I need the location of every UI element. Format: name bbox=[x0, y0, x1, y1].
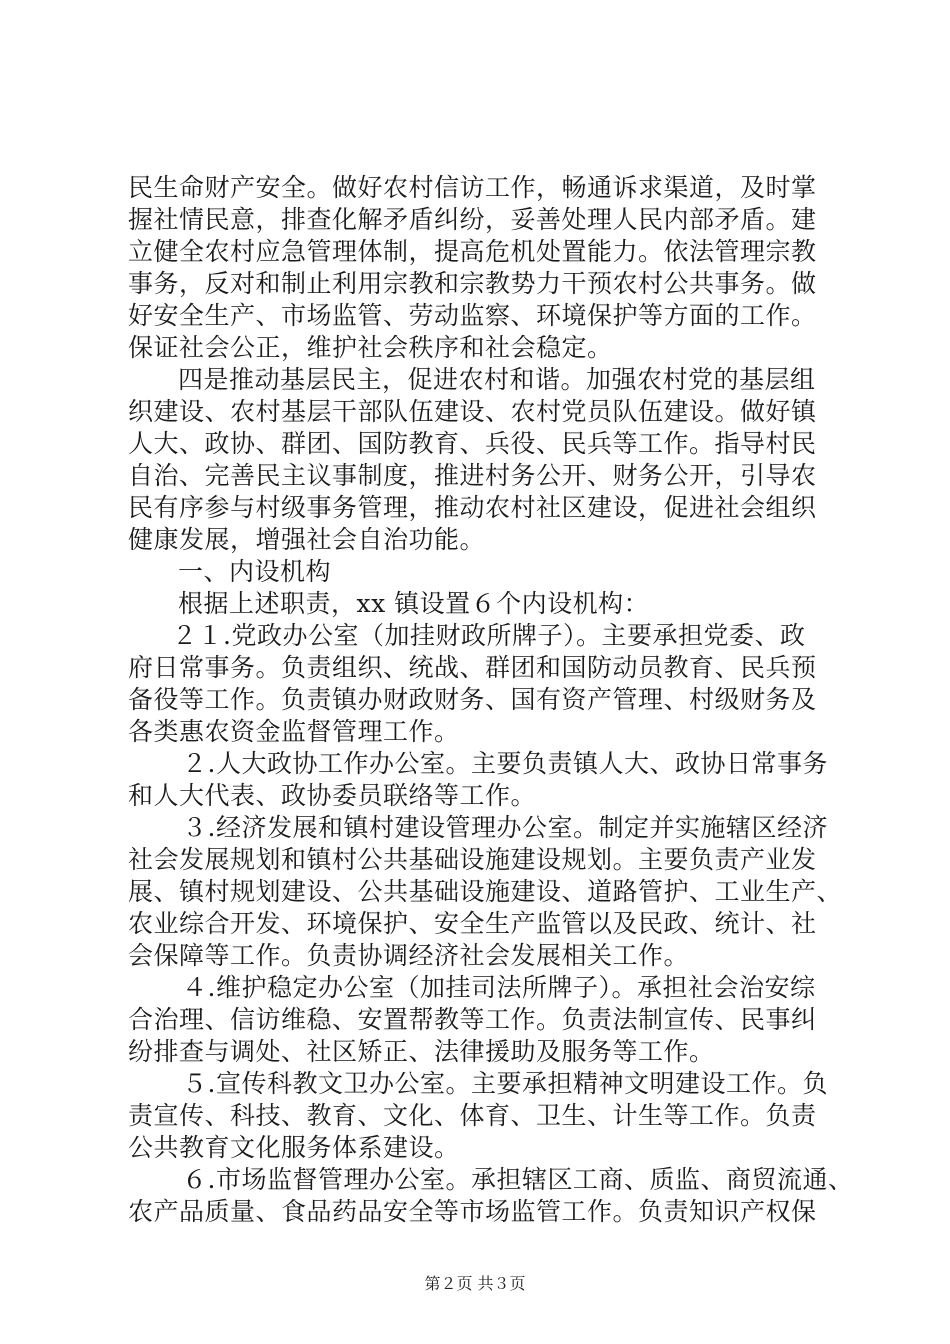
text-line: 保证社会公正，维护社会秩序和社会稳定。 bbox=[128, 333, 613, 362]
text-line: 备役等工作。负责镇办财政财务、国有资产管理、村级财务及 bbox=[128, 685, 817, 714]
text-line: 各类惠农资金监督管理工作。 bbox=[128, 717, 460, 746]
text-line: 握社情民意，排查化解矛盾纠纷，妥善处理人民内部矛盾。建 bbox=[128, 205, 817, 234]
section-heading: 一、内设机构 bbox=[178, 557, 332, 586]
text-line: 展、镇村规划建设、公共基础设施建设、道路管护、工业生产、 bbox=[128, 877, 843, 906]
list-item-start-line: ２.人大政协工作办公室。主要负责镇人大、政协日常事务 bbox=[182, 749, 828, 778]
document-body bbox=[128, 172, 854, 1228]
text-line: 农产品质量、食品药品安全等市场监管工作。负责知识产权保 bbox=[128, 1197, 817, 1226]
text-line: 农业综合开发、环境保护、安全生产监管以及民政、统计、社 bbox=[128, 909, 817, 938]
text-line: 人大、政协、群团、国防教育、兵役、民兵等工作。指导村民 bbox=[128, 429, 817, 458]
list-item-start-line: ６.市场监督管理办公室。承担辖区工商、质监、商贸流通、 bbox=[182, 1165, 854, 1194]
text-line: 府日常事务。负责组织、统战、群团和国防动员教育、民兵预 bbox=[128, 653, 817, 682]
text-line: 事务，反对和制止利用宗教和宗教势力干预农村公共事务。做 bbox=[128, 269, 817, 298]
text-line: 自治、完善民主议事制度，推进村务公开、财务公开，引导农 bbox=[128, 461, 817, 490]
text-line: 健康发展，增强社会自治功能。 bbox=[128, 525, 486, 554]
page-number-footer: 第２页 共３页 bbox=[424, 1274, 526, 1293]
text-line: 纷排查与调处、社区矫正、法律援助及服务等工作。 bbox=[128, 1037, 715, 1066]
list-item-start-line: ３.经济发展和镇村建设管理办公室。制定并实施辖区经济 bbox=[182, 813, 828, 842]
text-line: 公共教育文化服务体系建设。 bbox=[128, 1133, 460, 1162]
text-line: 责宣传、科技、教育、文化、体育、卫生、计生等工作。负责 bbox=[128, 1101, 817, 1130]
text-line: 和人大代表、政协委员联络等工作。 bbox=[128, 781, 537, 810]
text-line: 社会发展规划和镇村公共基础设施建设规划。主要负责产业发 bbox=[128, 845, 817, 874]
text-line: 立健全农村应急管理体制，提高危机处置能力。依法管理宗教 bbox=[128, 237, 817, 266]
text-line: 会保障等工作。负责协调经济社会发展相关工作。 bbox=[128, 941, 690, 970]
list-item-start-line: ２１.党政办公室（加挂财政所牌子）。主要承担党委、政 bbox=[172, 621, 806, 650]
list-item-start-line: ５.宣传科教文卫办公室。主要承担精神文明建设工作。负 bbox=[182, 1069, 828, 1098]
text-line: 合治理、信访维稳、安置帮教等工作。负责法制宣传、民事纠 bbox=[128, 1005, 817, 1034]
text-line: 好安全生产、市场监管、劳动监察、环境保护等方面的工作。 bbox=[128, 301, 817, 330]
paragraph-start-line: 根据上述职责，xx 镇设置６个内设机构： bbox=[178, 589, 650, 618]
text-line: 民生命财产安全。做好农村信访工作，畅通诉求渠道，及时掌 bbox=[128, 173, 817, 202]
text-line: 民有序参与村级事务管理，推动农村社区建设，促进社会组织 bbox=[128, 493, 817, 522]
text-line: 织建设、农村基层干部队伍建设、农村党员队伍建设。做好镇 bbox=[128, 397, 817, 426]
paragraph-start-line: 四是推动基层民主，促进农村和谐。加强农村党的基层组 bbox=[178, 365, 816, 394]
list-item-start-line: ４.维护稳定办公室（加挂司法所牌子）。承担社会治安综 bbox=[182, 973, 816, 1002]
